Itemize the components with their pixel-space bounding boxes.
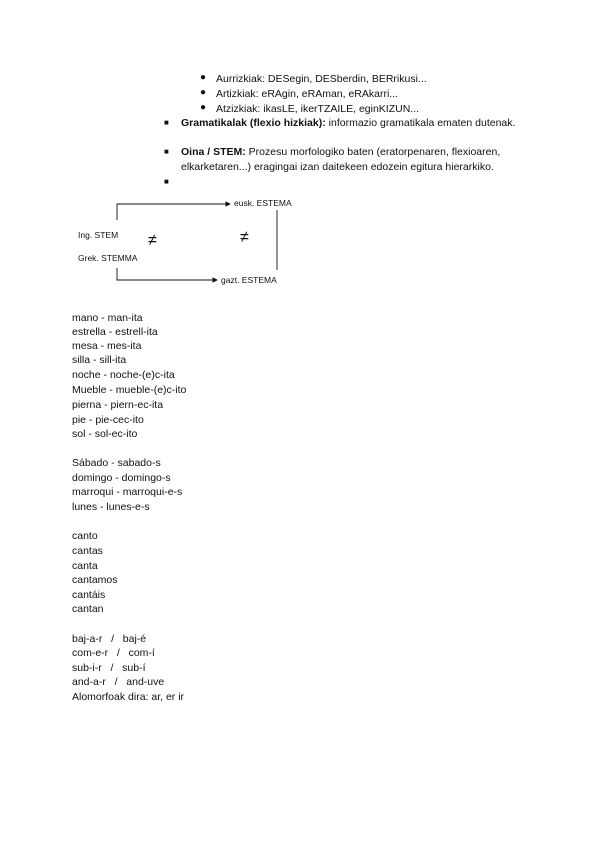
affix-item: Artizkiak: eRAgin, eRAman, eRAkarri... bbox=[216, 88, 399, 100]
affix-item: Atzizkiak: ikasLE, ikerTZAILE, eginKIZUN... bbox=[216, 103, 420, 115]
example-line: Sábado - sabado-s bbox=[72, 457, 161, 469]
definition-text: informazio gramatikala ematen dutenak. bbox=[325, 117, 516, 129]
stem-diagram bbox=[60, 190, 320, 295]
bullet-dot-icon: ● bbox=[200, 72, 207, 83]
example-line: cantan bbox=[72, 603, 104, 615]
example-line: pierna - piern-ec-ita bbox=[72, 399, 164, 411]
definition-term: Gramatikalak (flexio hizkiak): bbox=[181, 117, 326, 129]
example-line: baj-a-r / baj-é bbox=[72, 633, 147, 645]
example-line: mano - man-ita bbox=[72, 312, 143, 324]
example-line: lunes - lunes-e-s bbox=[72, 501, 150, 513]
bullet-square-icon: ■ bbox=[164, 147, 169, 156]
gazt-estema-label: gazt. ESTEMA bbox=[221, 275, 277, 285]
example-line: sub-i-r / sub-í bbox=[72, 662, 146, 674]
example-line: canta bbox=[72, 560, 98, 572]
definition-text: Prozesu morfologiko baten (eratorpenaren, flexioaren, elkarketaren...) eragingai izan daitekeen edozein egitura hierarkiko. bbox=[181, 146, 501, 173]
bullet-dot-icon: ● bbox=[200, 87, 207, 98]
example-line: cantamos bbox=[72, 574, 118, 586]
arrow-to-gazt bbox=[117, 268, 217, 280]
allomorph-note: Alomorfoak dira: ar, er ir bbox=[72, 691, 185, 703]
example-line: marroqui - marroqui-e-s bbox=[72, 486, 183, 498]
definition-item bbox=[181, 145, 531, 175]
example-line: pie - pie-cec-ito bbox=[72, 414, 144, 426]
example-line: com-e-r / com-í bbox=[72, 647, 155, 659]
example-line: and-a-r / and-uve bbox=[72, 676, 165, 688]
eusk-estema-label: eusk. ESTEMA bbox=[234, 198, 292, 208]
arrow-to-eusk bbox=[117, 204, 230, 220]
ing-stem-label: Ing. STEM bbox=[78, 230, 119, 240]
example-line: Mueble - mueble-(e)c-ito bbox=[72, 384, 187, 396]
example-line: canto bbox=[72, 530, 98, 542]
example-line: noche - noche-(e)c-ita bbox=[72, 369, 175, 381]
affix-item: Aurrizkiak: DESegin, DESberdin, BERrikusi... bbox=[216, 73, 427, 85]
bullet-square-icon: ■ bbox=[164, 118, 169, 127]
not-equal-sign: ≠ bbox=[240, 229, 249, 246]
grek-stemma-label: Grek. STEMMA bbox=[78, 253, 138, 263]
example-line: estrella - estrell-ita bbox=[72, 326, 158, 338]
example-line: mesa - mes-ita bbox=[72, 340, 142, 352]
example-line: cantáis bbox=[72, 589, 106, 601]
definition-term: Oina / STEM: bbox=[181, 146, 246, 158]
example-line: domingo - domingo-s bbox=[72, 472, 171, 484]
example-line: sol - sol-ec-ito bbox=[72, 428, 138, 440]
example-line: silla - sill-ita bbox=[72, 354, 127, 366]
example-line: cantas bbox=[72, 545, 103, 557]
bullet-square-icon: ■ bbox=[164, 177, 169, 186]
definition-item bbox=[181, 116, 521, 131]
not-equal-sign: ≠ bbox=[148, 232, 157, 249]
bullet-dot-icon: ● bbox=[200, 102, 207, 113]
